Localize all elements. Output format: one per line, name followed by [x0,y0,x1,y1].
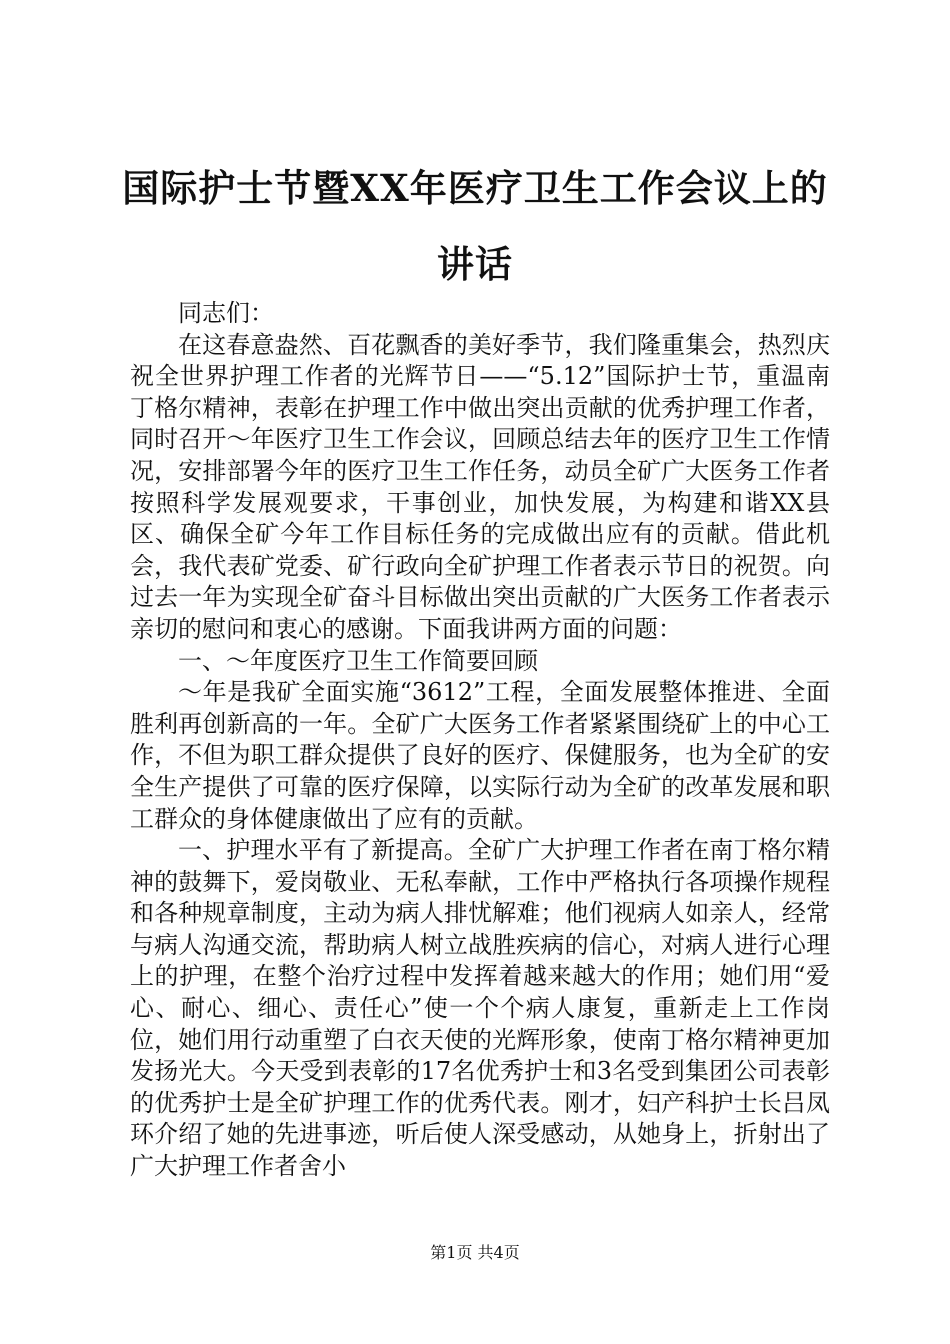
body-paragraph: 一、护理水平有了新提高。全矿广大护理工作者在南丁格尔精神的鼓舞下，爱岗敬业、无私奉献，工作中严格执行各项操作规程和各种规章制度，主动为病人排忧解难；他们视病人如亲人，经常与病人沟通交流，帮助病人树立战胜疾病的信心，对病人进行心理上的护理，在整个治疗过程中发挥着越来越大的作用；她们用“爱心、耐心、细心、责任心”使一个个病人康复，重新走上工作岗位，她们用行动重塑了白衣天使的光辉形象，使南丁格尔精神更加发扬光大。今天受到表彰的17名优秀护士和3名受到集团公司表彰的优秀护士是全矿护理工作的优秀代表。刚才，妇产科护士长吕凤环介绍了她的先进事迹，听后使人深受感动，从她身上，折射出了广大护理工作者舍小 [130,836,830,1181]
document-title: 国际护士节暨XX年医疗卫生工作会议上的讲话 [122,166,828,286]
body-paragraph: 在这春意盎然、百花飘香的美好季节，我们隆重集会，热烈庆祝全世界护理工作者的光辉节日——“5.12”国际护士节，重温南丁格尔精神，表彰在护理工作中做出突出贡献的优秀护理工作者，同时召开～年医疗卫生工作会议，回顾总结去年的医疗卫生工作情况，安排部署今年的医疗卫生工作任务，动员全矿广大医务工作者按照科学发展观要求，干事创业，加快发展，为构建和谐XX县区、确保全矿今年工作目标任务的完成做出应有的贡献。借此机会，我代表矿党委、矿行政向全矿护理工作者表示节日的祝贺。向过去一年为实现全矿奋斗目标做出突出贡献的广大医务工作者表示亲切的慰问和衷心的感谢。下面我讲两方面的问题： [130,330,830,643]
page-number-footer: 第1页 共4页 [430,1243,520,1262]
salutation: 同志们： [178,299,274,327]
body-paragraph: ～年是我矿全面实施“3612”工程，全面发展整体推进、全面胜利再创新高的一年。全矿广大医务工作者紧紧围绕矿上的中心工作，不但为职工群众提供了良好的医疗、保健服务，也为全矿的安全生产提供了可靠的医疗保障，以实际行动为全矿的改革发展和职工群众的身体健康做出了应有的贡献。 [130,678,830,833]
section-heading: 一、～年度医疗卫生工作简要回顾 [178,646,538,675]
document-body [130,298,830,1183]
